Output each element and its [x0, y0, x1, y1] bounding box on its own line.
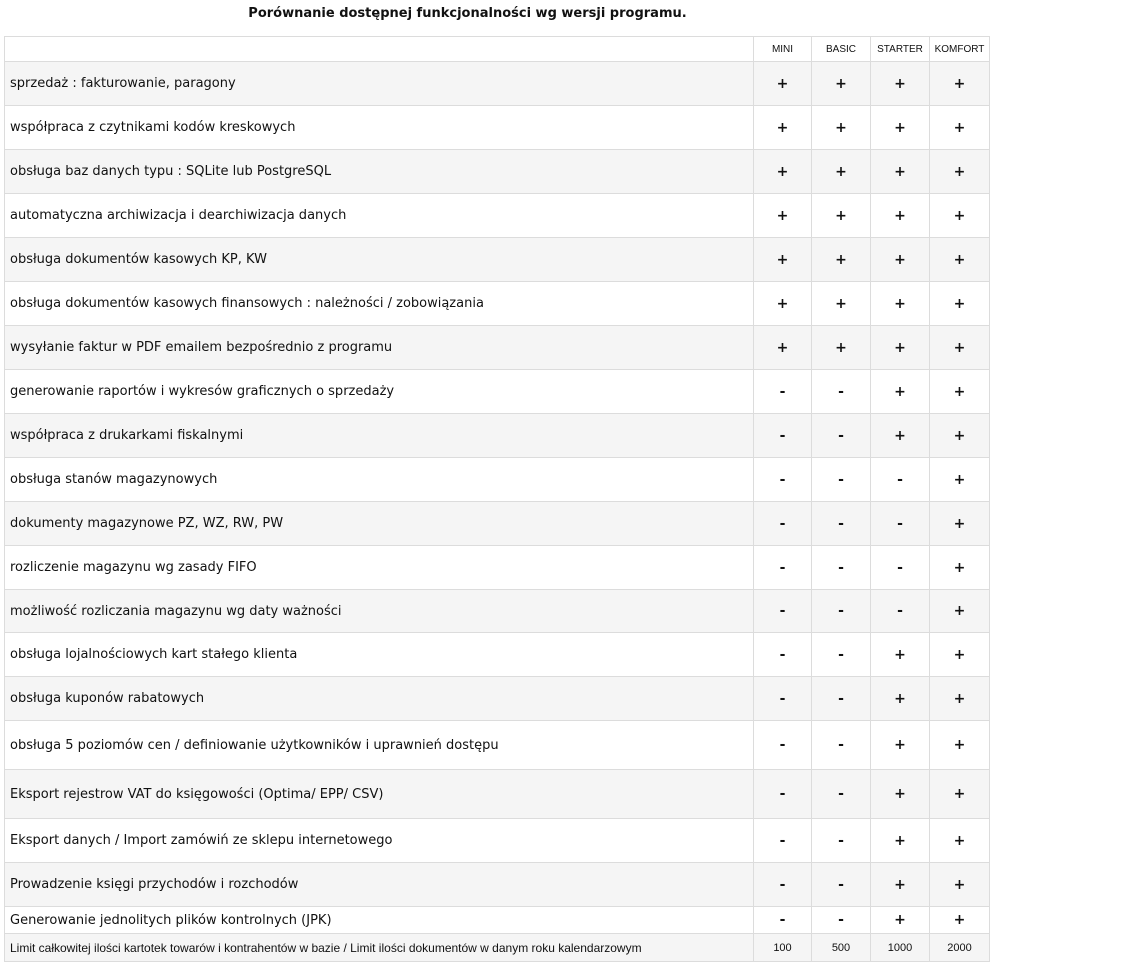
value-cell-basic: - [812, 633, 871, 677]
value-cell-basic: - [812, 414, 871, 458]
table-row [5, 934, 990, 962]
value-cell-basic: - [812, 721, 871, 770]
column-header-mini: MINI [754, 37, 812, 62]
value-cell-starter: + [871, 633, 930, 677]
table-row [5, 106, 990, 150]
value-cell-mini: - [754, 770, 812, 819]
feature-cell: obsługa lojalnościowych kart stałego klienta [5, 633, 754, 677]
feature-cell: możliwość rozliczania magazynu wg daty ważności [5, 590, 754, 633]
feature-cell: automatyczna archiwizacja i dearchiwizacja danych [5, 194, 754, 238]
table-row [5, 863, 990, 907]
feature-cell: obsługa stanów magazynowych [5, 458, 754, 502]
value-cell-starter: - [871, 502, 930, 546]
value-cell-mini: + [754, 106, 812, 150]
value-cell-komfort: + [930, 502, 990, 546]
value-cell-starter: - [871, 590, 930, 633]
page-title: Porównanie dostępnej funkcjonalności wg wersji programu. [248, 6, 687, 21]
value-cell-basic: - [812, 546, 871, 590]
value-cell-starter: + [871, 721, 930, 770]
value-cell-basic: 500 [812, 934, 871, 962]
column-header-basic: BASIC [812, 37, 871, 62]
feature-cell: Generowanie jednolitych plików kontrolnych (JPK) [5, 907, 754, 934]
value-cell-starter: + [871, 238, 930, 282]
value-cell-komfort: + [930, 326, 990, 370]
value-cell-mini: - [754, 414, 812, 458]
value-cell-mini: - [754, 590, 812, 633]
value-cell-komfort: + [930, 907, 990, 934]
value-cell-komfort: 2000 [930, 934, 990, 962]
value-cell-basic: - [812, 590, 871, 633]
value-cell-starter: + [871, 863, 930, 907]
table-row [5, 502, 990, 546]
value-cell-mini: + [754, 150, 812, 194]
table-row [5, 677, 990, 721]
value-cell-basic: - [812, 370, 871, 414]
value-cell-starter: + [871, 194, 930, 238]
feature-cell: dokumenty magazynowe PZ, WZ, RW, PW [5, 502, 754, 546]
feature-cell: generowanie raportów i wykresów graficznych o sprzedaży [5, 370, 754, 414]
table-row [5, 590, 990, 633]
table-row [5, 546, 990, 590]
feature-cell: obsługa baz danych typu : SQLite lub PostgreSQL [5, 150, 754, 194]
value-cell-komfort: + [930, 238, 990, 282]
value-cell-basic: + [812, 150, 871, 194]
table-row [5, 282, 990, 326]
value-cell-mini: - [754, 633, 812, 677]
value-cell-basic: - [812, 770, 871, 819]
header-corner [5, 37, 754, 62]
value-cell-starter: + [871, 370, 930, 414]
value-cell-mini: + [754, 62, 812, 106]
value-cell-mini: - [754, 907, 812, 934]
value-cell-starter: + [871, 326, 930, 370]
value-cell-mini: + [754, 238, 812, 282]
feature-cell: Prowadzenie księgi przychodów i rozchodów [5, 863, 754, 907]
value-cell-mini: + [754, 282, 812, 326]
table-row [5, 62, 990, 106]
value-cell-basic: + [812, 326, 871, 370]
comparison-table [4, 36, 990, 962]
value-cell-basic: + [812, 282, 871, 326]
value-cell-basic: - [812, 502, 871, 546]
value-cell-komfort: + [930, 677, 990, 721]
table-row [5, 819, 990, 863]
feature-cell: współpraca z drukarkami fiskalnymi [5, 414, 754, 458]
value-cell-starter: + [871, 677, 930, 721]
value-cell-mini: - [754, 721, 812, 770]
table-row [5, 238, 990, 282]
value-cell-basic: - [812, 863, 871, 907]
value-cell-komfort: + [930, 721, 990, 770]
value-cell-komfort: + [930, 633, 990, 677]
value-cell-komfort: + [930, 863, 990, 907]
header-row [5, 37, 990, 62]
value-cell-mini: + [754, 326, 812, 370]
value-cell-mini: - [754, 458, 812, 502]
table-row [5, 458, 990, 502]
value-cell-basic: + [812, 238, 871, 282]
value-cell-komfort: + [930, 62, 990, 106]
value-cell-starter: 1000 [871, 934, 930, 962]
value-cell-komfort: + [930, 590, 990, 633]
value-cell-starter: + [871, 414, 930, 458]
value-cell-starter: + [871, 282, 930, 326]
value-cell-starter: - [871, 458, 930, 502]
value-cell-mini: - [754, 370, 812, 414]
table-row [5, 194, 990, 238]
table-row [5, 721, 990, 770]
value-cell-komfort: + [930, 282, 990, 326]
value-cell-basic: + [812, 106, 871, 150]
value-cell-komfort: + [930, 458, 990, 502]
value-cell-basic: - [812, 907, 871, 934]
feature-cell: obsługa dokumentów kasowych finansowych : należności / zobowiązania [5, 282, 754, 326]
value-cell-mini: 100 [754, 934, 812, 962]
feature-cell: Eksport rejestrow VAT do księgowości (Optima/ EPP/ CSV) [5, 770, 754, 819]
feature-cell: obsługa dokumentów kasowych KP, KW [5, 238, 754, 282]
value-cell-basic: - [812, 458, 871, 502]
feature-cell: obsługa 5 poziomów cen / definiowanie użytkowników i uprawnień dostępu [5, 721, 754, 770]
value-cell-mini: - [754, 863, 812, 907]
feature-cell: obsługa kuponów rabatowych [5, 677, 754, 721]
column-header-starter: STARTER [871, 37, 930, 62]
value-cell-komfort: + [930, 546, 990, 590]
value-cell-basic: - [812, 819, 871, 863]
value-cell-komfort: + [930, 150, 990, 194]
feature-cell: współpraca z czytnikami kodów kreskowych [5, 106, 754, 150]
value-cell-komfort: + [930, 414, 990, 458]
table-row [5, 633, 990, 677]
value-cell-basic: + [812, 194, 871, 238]
value-cell-starter: + [871, 106, 930, 150]
value-cell-starter: + [871, 150, 930, 194]
value-cell-mini: - [754, 502, 812, 546]
feature-cell: Eksport danych / Import zamówiń ze sklepu internetowego [5, 819, 754, 863]
value-cell-starter: + [871, 770, 930, 819]
value-cell-komfort: + [930, 370, 990, 414]
feature-cell: rozliczenie magazynu wg zasady FIFO [5, 546, 754, 590]
column-header-komfort: KOMFORT [930, 37, 990, 62]
value-cell-starter: + [871, 62, 930, 106]
value-cell-mini: - [754, 546, 812, 590]
value-cell-basic: + [812, 62, 871, 106]
value-cell-starter: + [871, 907, 930, 934]
value-cell-mini: - [754, 677, 812, 721]
value-cell-komfort: + [930, 106, 990, 150]
value-cell-basic: - [812, 677, 871, 721]
table-row [5, 907, 990, 934]
table-row [5, 370, 990, 414]
feature-cell: wysyłanie faktur w PDF emailem bezpośrednio z programu [5, 326, 754, 370]
value-cell-mini: + [754, 194, 812, 238]
value-cell-mini: - [754, 819, 812, 863]
value-cell-starter: - [871, 546, 930, 590]
value-cell-komfort: + [930, 819, 990, 863]
value-cell-starter: + [871, 819, 930, 863]
table-row [5, 770, 990, 819]
value-cell-komfort: + [930, 770, 990, 819]
table-row [5, 326, 990, 370]
feature-cell: Limit całkowitej ilości kartotek towarów i kontrahentów w bazie / Limit ilości dokumentów w danym roku kalendarzowym [5, 934, 754, 962]
feature-cell: sprzedaż : fakturowanie, paragony [5, 62, 754, 106]
table-row [5, 150, 990, 194]
value-cell-komfort: + [930, 194, 990, 238]
table-row [5, 414, 990, 458]
